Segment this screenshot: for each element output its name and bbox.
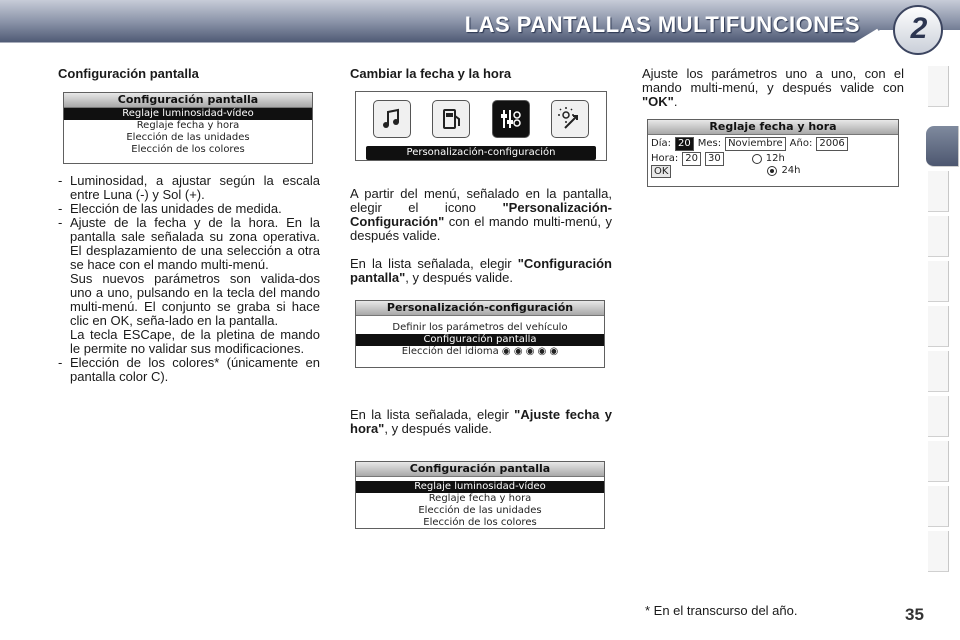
chapter-tab (928, 486, 949, 527)
minute-field: 30 (705, 152, 724, 166)
month-field: Noviembre (725, 137, 786, 151)
chapter-tab (928, 171, 949, 212)
text-run: , y después valide. (405, 270, 513, 285)
screen-title: Personalización-configuración (356, 301, 604, 316)
screen-row: Configuración pantalla (356, 334, 604, 346)
fuel-pump-icon (432, 100, 470, 138)
screen-personalizacion (355, 300, 605, 368)
sub-paragraph: Sus nuevos parámetros son valida-dos uno a uno, pulsando en la tecla del mando multi-menú. El conjunto se graba si hace clic en OK, seña-lado en la pantalla. (70, 271, 320, 328)
column-ajuste (642, 67, 904, 189)
screen-config-pantalla-wrap (58, 92, 320, 164)
chapter-tab (928, 441, 949, 482)
list-item: - Elección de los colores* (únicamente en pantalla color C). (58, 356, 320, 384)
time-label: Hora: (651, 153, 679, 164)
screen-row-text: Elección del idioma (401, 346, 499, 357)
month-label: Mes: (697, 138, 722, 149)
screen-row: Definir los parámetros del vehículo (392, 322, 568, 333)
page-number: 35 (905, 605, 924, 624)
chapter-tab (928, 531, 949, 572)
date-row (648, 135, 898, 153)
text-run: A partir del menú, señalado en la pantalla, elegir el icono (350, 186, 612, 215)
page-title: LAS PANTALLAS MULTIFUNCIONES (464, 12, 860, 37)
list-item: - Elección de las unidades de medida. (58, 202, 320, 216)
chapter-tab (928, 261, 949, 302)
options-list (58, 174, 320, 272)
chapter-tab-active (926, 126, 959, 167)
screen-title: Configuración pantalla (64, 93, 312, 108)
text-run: Ajuste los parámetros uno a uno, con el mando multi-menú, y después valide con (642, 66, 904, 95)
screen-title: Reglaje fecha y hora (648, 120, 898, 135)
datetime-screen-wrap (642, 119, 904, 189)
screen2-wrap (350, 300, 612, 370)
format-12h-label: 12h (765, 153, 785, 164)
chapter-tab (928, 351, 949, 392)
sub-paragraph: La tecla ESCape, de la pletina de mando le permite no validar sus modificaciones. (70, 327, 320, 356)
screen-row: Reglaje luminosidad-vídeo (356, 481, 604, 493)
ok-row (648, 165, 898, 177)
icon-row (356, 92, 606, 142)
icon-screen-wrap (350, 91, 612, 163)
screen-title: Configuración pantalla (356, 462, 604, 477)
chapter-number: 2 (910, 12, 928, 45)
section-heading: Configuración pantalla (58, 66, 199, 81)
screen-row: Reglaje fecha y hora (136, 120, 240, 131)
screen-row (356, 346, 604, 358)
icon-menu-screen (355, 91, 607, 161)
list-item: - Ajuste de la fecha y de la hora. En la pantalla sale señalada su zona operativa. El desplazamiento de una selección a otra se hace con el mando multi-menú. (58, 216, 320, 272)
day-label: Día: (651, 138, 671, 149)
text-run: , y después valide. (384, 421, 493, 436)
selected-menu-label: Personalización-configuración (366, 146, 596, 160)
text-bold: "Personalización-Configuración" (350, 200, 612, 229)
language-flags-icon: ◉ ◉ ◉ ◉ ◉ (501, 346, 559, 357)
text-run: En la lista señalada, elegir (350, 407, 515, 422)
section-heading: Cambiar la fecha y la hora (350, 66, 512, 81)
instruction-paragraph (350, 187, 612, 243)
screen-row: Reglaje fecha y hora (428, 493, 532, 504)
ok-button: OK (651, 165, 671, 178)
settings-panel-icon (492, 100, 530, 138)
chapter-tabs (928, 66, 960, 576)
music-note-icon (373, 100, 411, 138)
text-bold: "OK" (642, 94, 674, 109)
list-item: - Luminosidad, a ajustar según la escala entre Luna (-) y Sol (+). (58, 174, 320, 202)
screen-row: Elección de las unidades (418, 505, 542, 516)
column-cambiar-fecha (350, 67, 612, 531)
screen3-wrap (350, 461, 612, 531)
page-header (0, 0, 960, 58)
text-bold: "Configuración pantalla" (350, 256, 612, 285)
time-row (648, 153, 898, 165)
instruction-paragraph (350, 257, 612, 285)
year-label: Año: (789, 138, 813, 149)
screen-config-pantalla (63, 92, 313, 164)
chapter-tab (928, 66, 949, 107)
screen-row: Elección de los colores (131, 144, 245, 155)
radio-12h-icon (752, 154, 762, 164)
hour-field: 20 (682, 152, 701, 166)
datetime-screen (647, 119, 899, 187)
brightness-icon (551, 100, 589, 138)
screen-config-pantalla-2 (355, 461, 605, 529)
format-24h-label: 24h (781, 165, 801, 176)
screen-row: Elección de los colores (423, 517, 537, 528)
text-run: En la lista señalada, elegir (350, 256, 518, 271)
chapter-tab (928, 306, 949, 347)
radio-24h-icon (767, 166, 777, 176)
chapter-tab (928, 216, 949, 257)
day-field: 20 (675, 137, 694, 151)
screen-row: Reglaje luminosidad-vídeo (64, 108, 312, 120)
year-field: 2006 (816, 137, 847, 151)
instruction-paragraph (642, 67, 904, 109)
chapter-tab (928, 396, 949, 437)
text-run: con el mando multi-menú, y después valide. (350, 214, 612, 243)
text-bold: "Ajuste fecha y hora" (350, 407, 612, 436)
column-configuracion-pantalla (58, 67, 320, 384)
options-list-last (58, 356, 320, 384)
footnote: * En el transcurso del año. (645, 603, 798, 618)
text-run: . (673, 94, 678, 109)
instruction-paragraph (350, 408, 612, 436)
screen-row: Elección de las unidades (126, 132, 250, 143)
